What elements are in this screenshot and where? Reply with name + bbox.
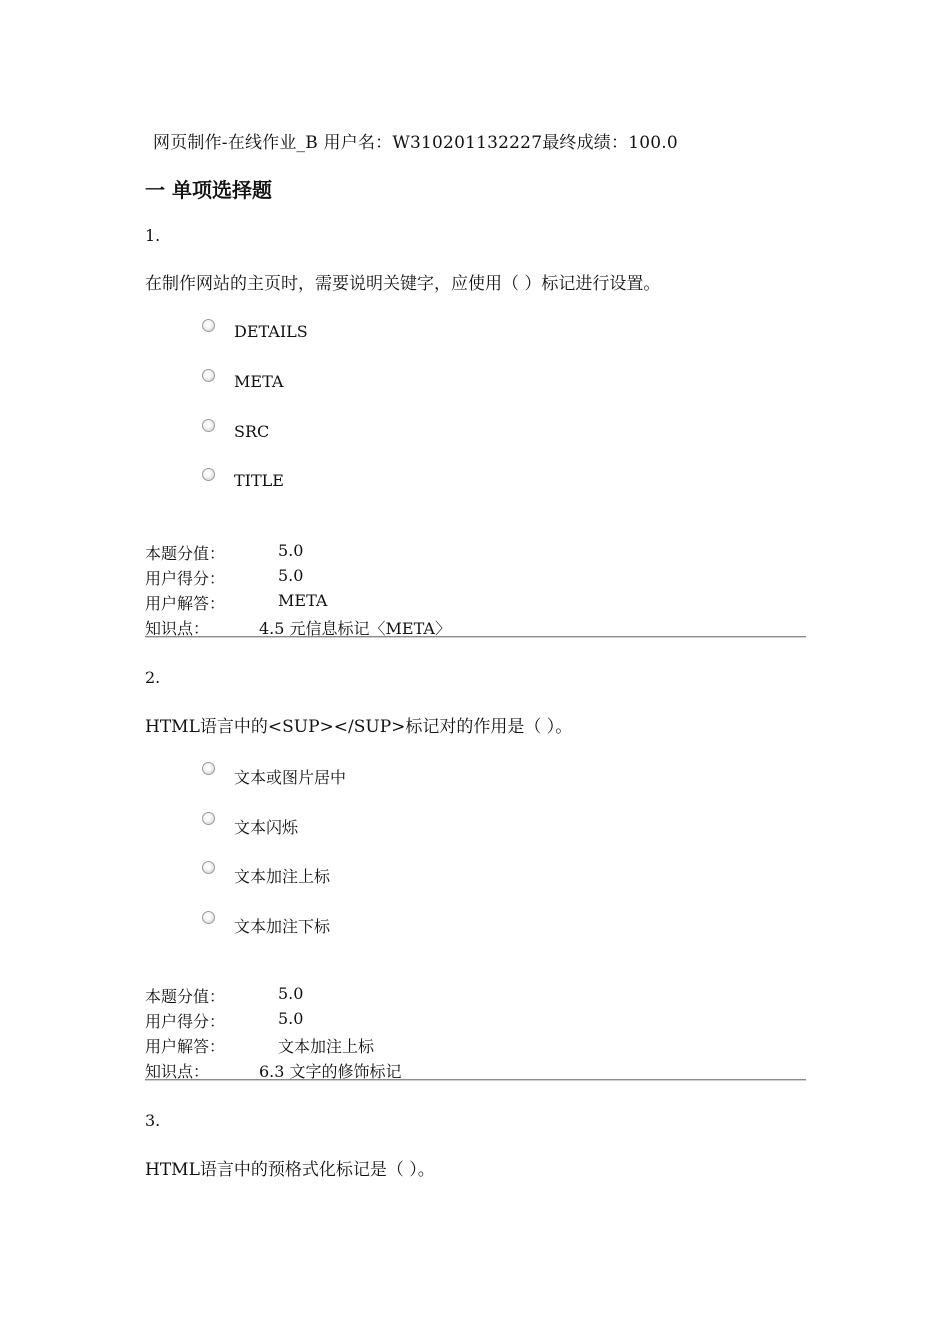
- question-text: HTML语言中的预格式化标记是（ ）。: [145, 1160, 435, 1180]
- user-answer-value: 文本加注上标: [278, 1037, 375, 1056]
- option-label: 文本闪烁: [234, 818, 299, 837]
- option-label: 文本或图片居中: [234, 768, 347, 787]
- question-number: 3.: [145, 1111, 161, 1130]
- user-answer-label: 用户解答：: [145, 594, 226, 613]
- question-text: 在制作网站的主页时，需要说明关键字，应使用（ ）标记进行设置。: [145, 274, 661, 294]
- score-value: 5.0: [278, 541, 304, 560]
- user-score-value: 5.0: [278, 566, 304, 585]
- knowledge-label: 知识点：: [145, 619, 210, 638]
- user-score-value: 5.0: [278, 1009, 304, 1028]
- radio-button-icon[interactable]: [202, 911, 215, 924]
- radio-button-icon[interactable]: [202, 861, 215, 874]
- option-label: DETAILS: [234, 322, 308, 341]
- question-text: HTML语言中的<SUP></SUP>标记对的作用是（ ）。: [145, 717, 573, 737]
- radio-button-icon[interactable]: [202, 319, 215, 332]
- knowledge-label: 知识点：: [145, 1062, 210, 1081]
- option-label: 文本加注上标: [234, 867, 331, 886]
- knowledge-value: 4.5 元信息标记〈META〉: [259, 619, 451, 638]
- divider: [145, 636, 806, 638]
- divider: [145, 1079, 806, 1081]
- knowledge-value: 6.3 文字的修饰标记: [259, 1062, 402, 1081]
- score-label: 本题分值：: [145, 987, 226, 1006]
- option-label: META: [234, 372, 284, 391]
- score-label: 本题分值：: [145, 544, 226, 563]
- option-label: 文本加注下标: [234, 917, 331, 936]
- user-answer-value: META: [278, 591, 328, 610]
- user-score-label: 用户得分：: [145, 1012, 226, 1031]
- question-number: 2.: [145, 668, 161, 687]
- radio-button-icon[interactable]: [202, 369, 215, 382]
- user-answer-label: 用户解答：: [145, 1037, 226, 1056]
- question-number: 1.: [145, 226, 161, 245]
- radio-button-icon[interactable]: [202, 468, 215, 481]
- option-label: TITLE: [234, 471, 284, 490]
- score-value: 5.0: [278, 984, 304, 1003]
- page-header: 网页制作-在线作业_B 用户名：W310201132227最终成绩：100.0: [153, 133, 678, 153]
- option-label: SRC: [234, 422, 270, 441]
- section-title: 一 单项选择题: [145, 178, 272, 202]
- radio-button-icon[interactable]: [202, 762, 215, 775]
- radio-button-icon[interactable]: [202, 419, 215, 432]
- radio-button-icon[interactable]: [202, 812, 215, 825]
- user-score-label: 用户得分：: [145, 569, 226, 588]
